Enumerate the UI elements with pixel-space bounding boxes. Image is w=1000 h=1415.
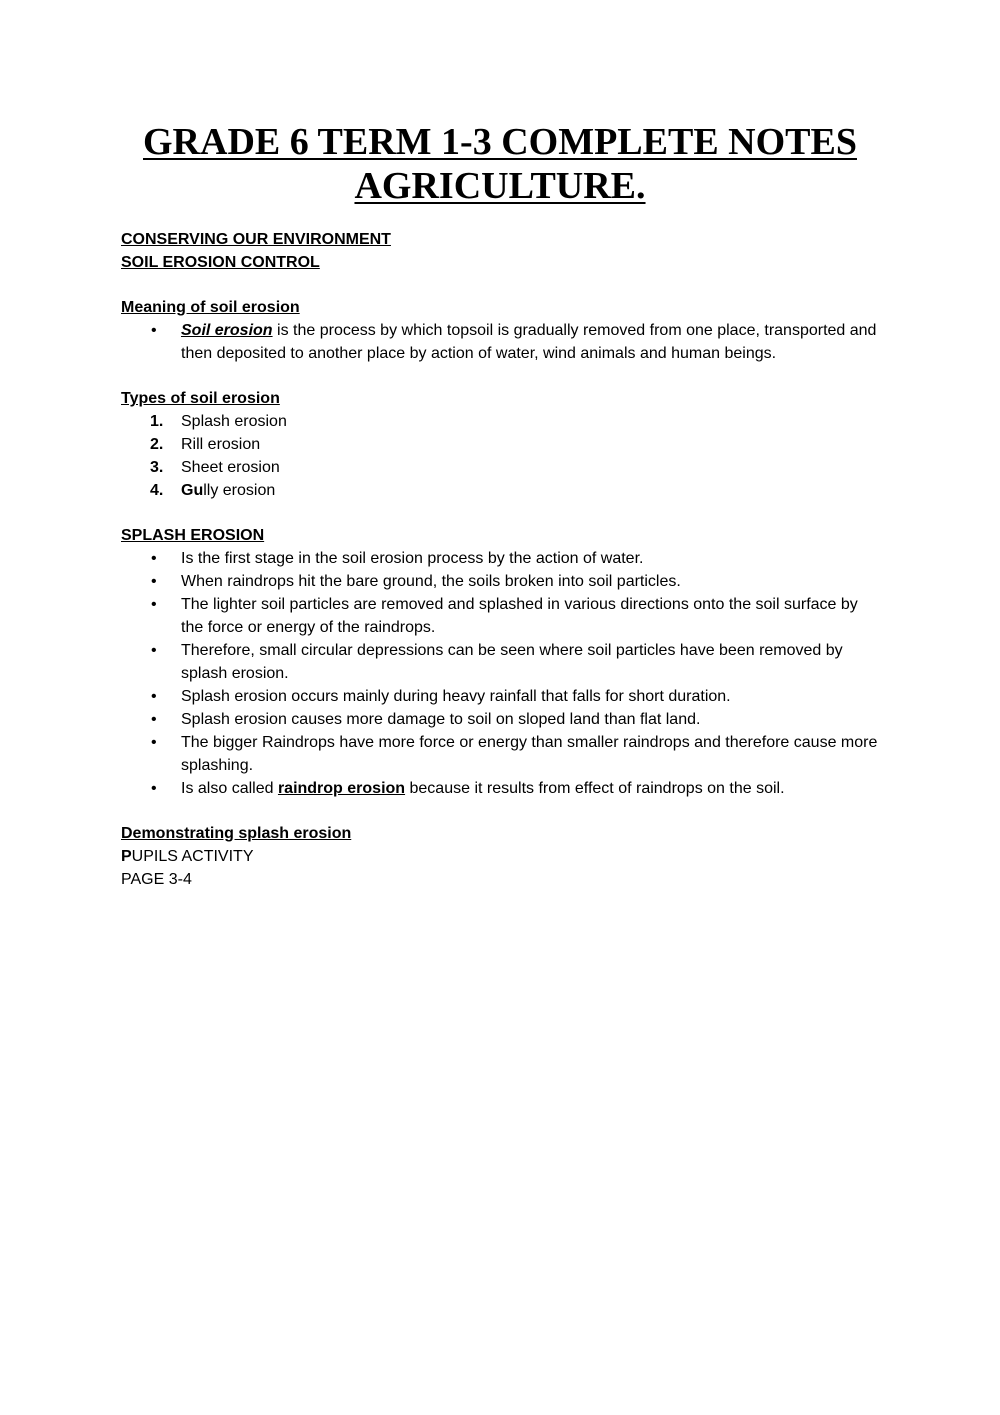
item-number: 3. xyxy=(150,459,164,476)
types-heading: Types of soil erosion xyxy=(121,390,280,407)
item-number: 1. xyxy=(150,413,164,430)
defined-term: Soil erosion xyxy=(181,322,273,339)
bullet-icon: • xyxy=(151,573,157,590)
bullet-icon: • xyxy=(151,734,157,751)
point-text-suffix: because it results from effect of raindrops on the soil. xyxy=(405,780,785,797)
list-item xyxy=(121,777,881,800)
activity-first-letter: P xyxy=(121,848,132,865)
bullet-icon: • xyxy=(151,688,157,705)
notes-body xyxy=(121,228,881,891)
subtopic-heading: SOIL EROSION CONTROL xyxy=(121,254,320,271)
page-reference: PAGE 3-4 xyxy=(121,871,192,888)
point-text: The lighter soil particles are removed and splashed in various directions onto the soil surface by the force or energy of the raindrops. xyxy=(181,596,858,636)
item-number: 4. xyxy=(150,482,164,499)
splash-heading: SPLASH EROSION xyxy=(121,527,265,544)
bullet-icon: • xyxy=(151,642,157,659)
item-label: Rill erosion xyxy=(181,436,261,453)
point-text: Therefore, small circular depressions can be seen where soil particles have been removed by splash erosion. xyxy=(181,642,843,682)
list-item xyxy=(121,479,881,502)
document-title-line-1: GRADE 6 TERM 1-3 COMPLETE NOTES xyxy=(143,121,857,163)
definition-text: is the process by which topsoil is gradually removed from one place, transported and then deposited to another place by action of water, wind animals and human beings. xyxy=(181,322,877,362)
bullet-icon: • xyxy=(151,550,157,567)
list-item xyxy=(121,639,881,685)
list-item xyxy=(121,685,881,708)
point-text: Is the first stage in the soil erosion process by the action of water. xyxy=(181,550,644,567)
activity-label xyxy=(121,845,881,868)
point-text-prefix: Is also called xyxy=(181,780,278,797)
types-list xyxy=(121,410,881,502)
bullet-icon: • xyxy=(151,711,157,728)
list-item xyxy=(121,433,881,456)
list-item xyxy=(121,456,881,479)
key-term: raindrop erosion xyxy=(277,780,406,797)
list-item xyxy=(121,319,881,365)
spacer xyxy=(121,800,881,822)
list-item xyxy=(121,731,881,777)
activity-rest: UPILS ACTIVITY xyxy=(131,848,254,865)
list-item xyxy=(121,570,881,593)
item-label-rest: lly erosion xyxy=(203,482,276,499)
item-number: 2. xyxy=(150,436,164,453)
point-text: The bigger Raindrops have more force or energy than smaller raindrops and therefore cause more splashing. xyxy=(181,734,878,774)
demo-heading: Demonstrating splash erosion xyxy=(121,825,352,842)
document-title-line-2: AGRICULTURE. xyxy=(354,165,646,207)
bullet-icon: • xyxy=(151,322,157,339)
meaning-heading: Meaning of soil erosion xyxy=(121,299,300,316)
topic-heading: CONSERVING OUR ENVIRONMENT xyxy=(121,231,391,248)
list-item xyxy=(121,410,881,433)
list-item xyxy=(121,547,881,570)
spacer xyxy=(121,365,881,387)
item-label: Sheet erosion xyxy=(181,459,280,476)
point-text: Splash erosion causes more damage to soil on sloped land than flat land. xyxy=(181,711,701,728)
spacer xyxy=(121,274,881,296)
point-text: When raindrops hit the bare ground, the soils broken into soil particles. xyxy=(181,573,681,590)
list-item xyxy=(121,708,881,731)
meaning-list xyxy=(121,319,881,365)
bullet-icon: • xyxy=(151,596,157,613)
point-text: Splash erosion occurs mainly during heavy rainfall that falls for short duration. xyxy=(181,688,731,705)
bullet-icon: • xyxy=(151,780,157,797)
splash-list xyxy=(121,547,881,800)
item-label-bold-part: Gu xyxy=(181,482,204,499)
item-label: Splash erosion xyxy=(181,413,287,430)
list-item xyxy=(121,593,881,639)
spacer xyxy=(121,502,881,524)
